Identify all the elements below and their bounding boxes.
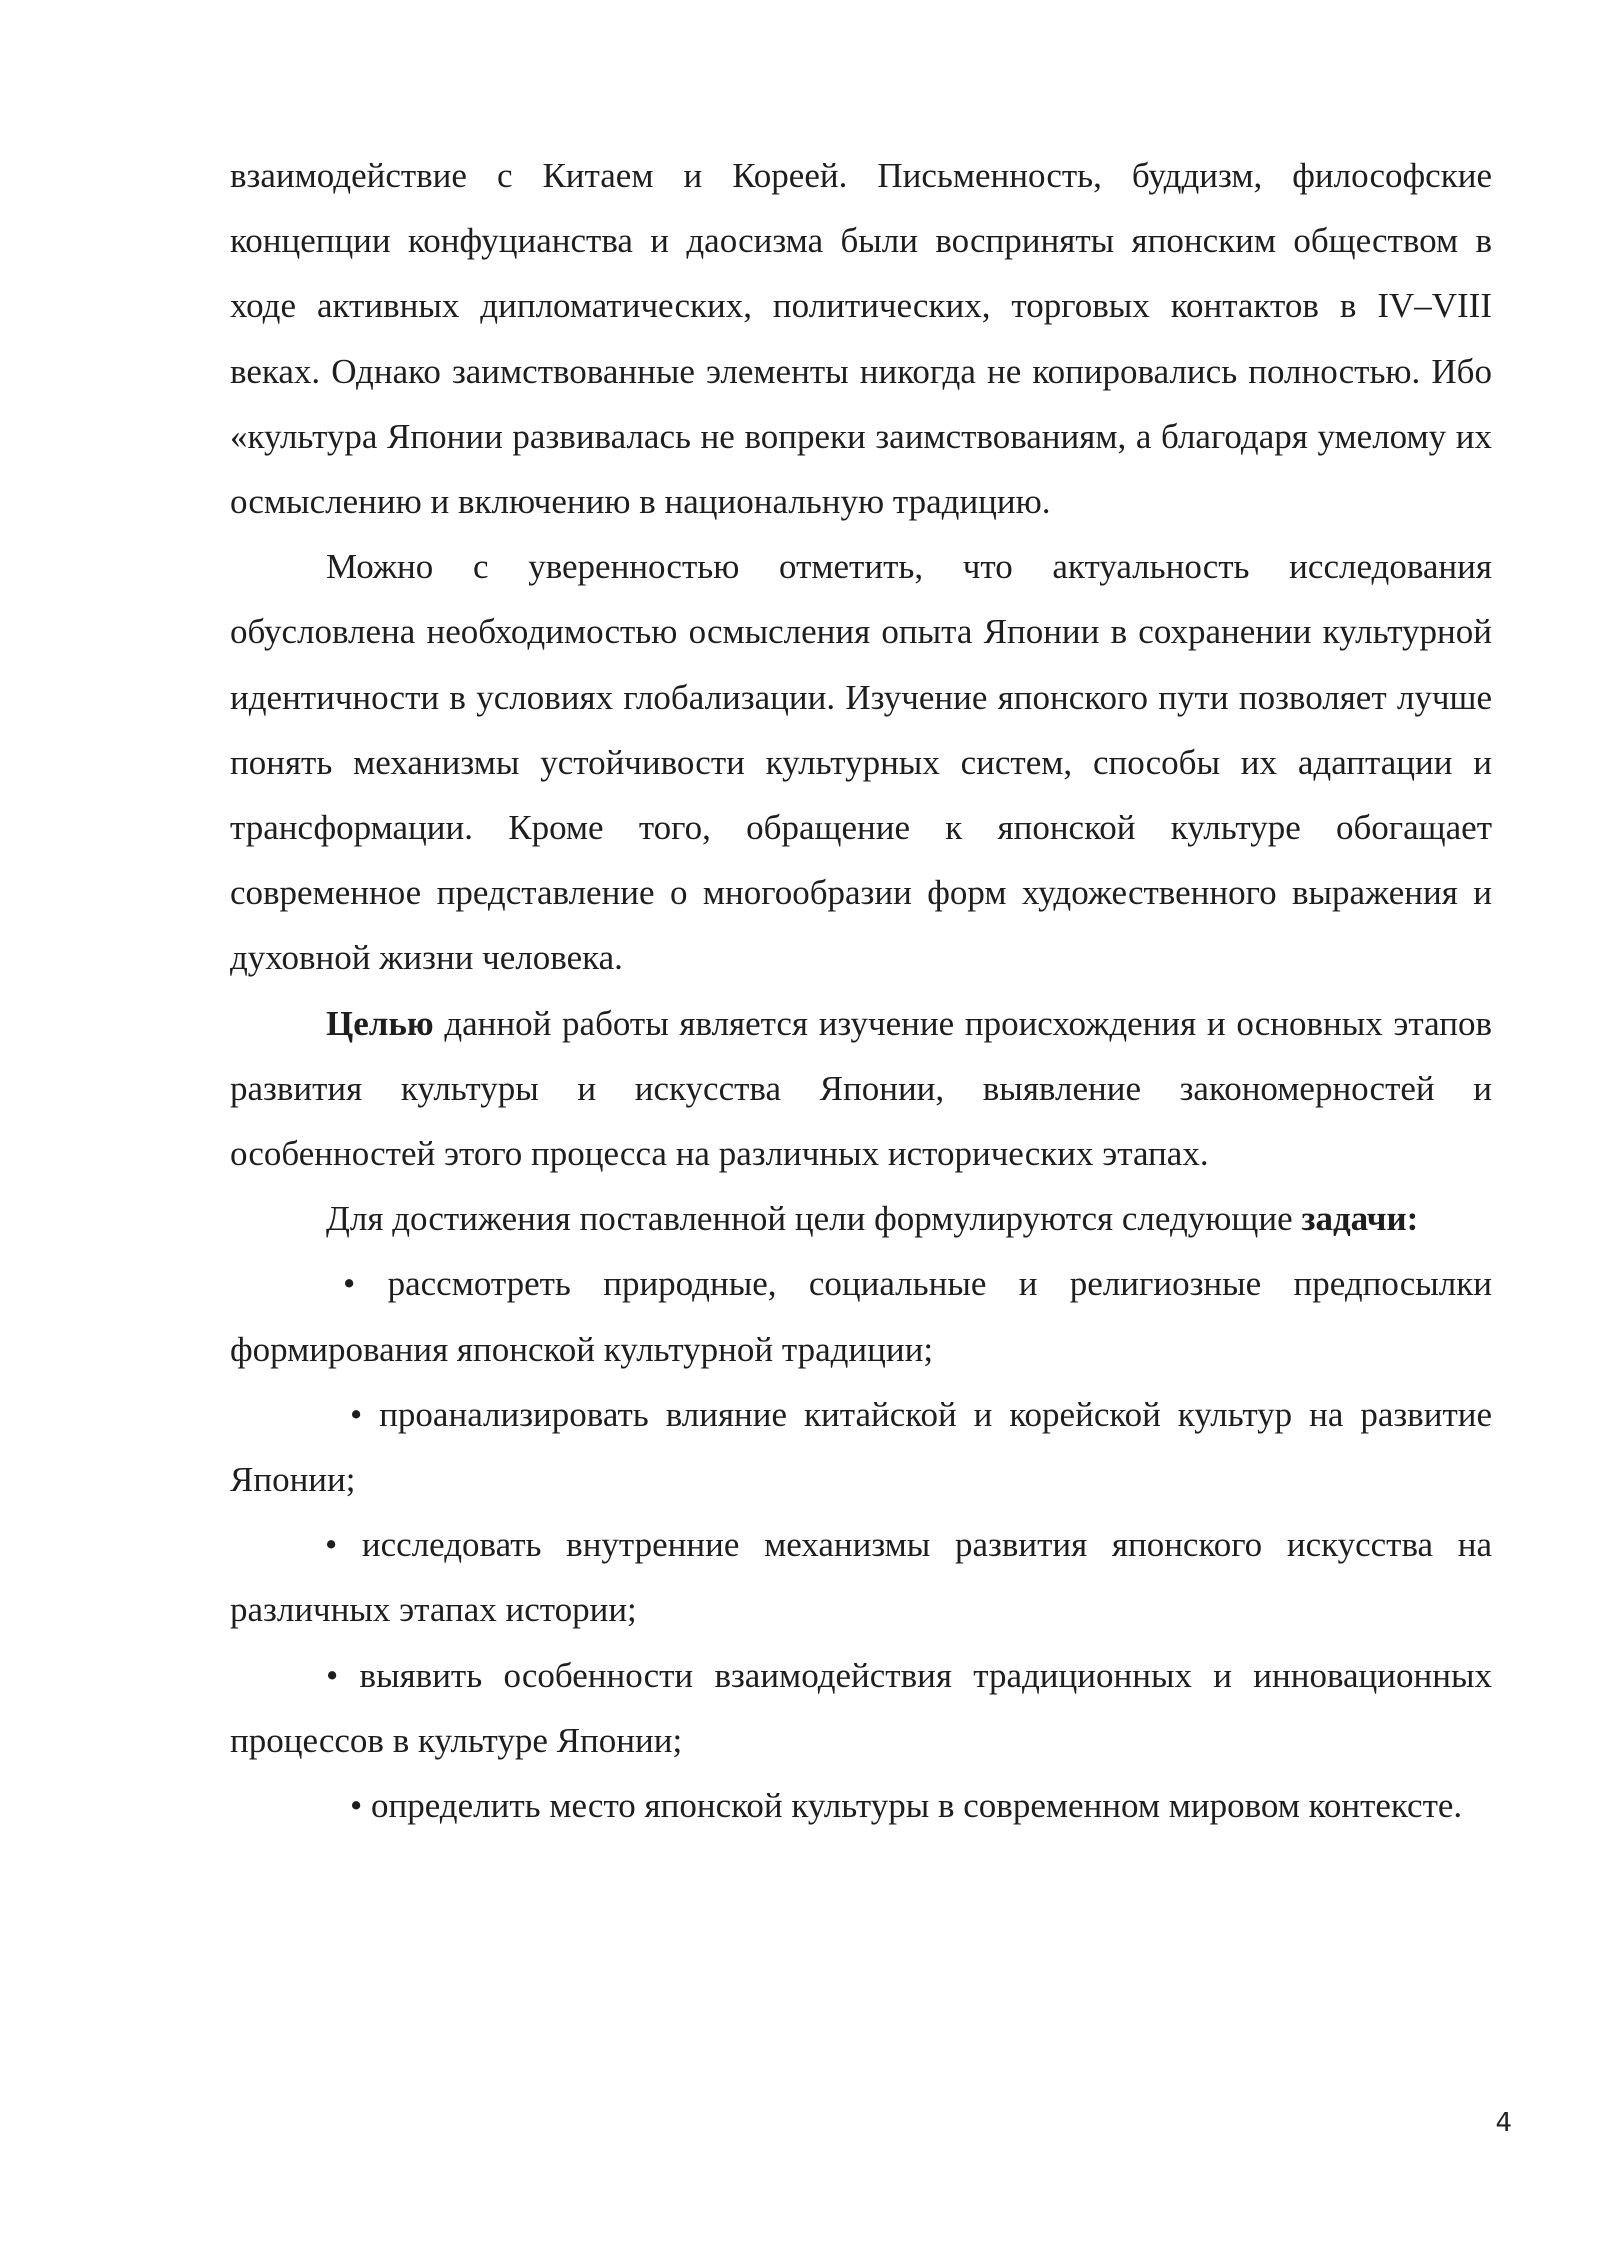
tasks-intro-text: Для достижения поставленной цели формулируются следующие: [326, 1199, 1302, 1239]
page-number: 4: [1495, 2108, 1512, 2138]
goal-label: Целью: [326, 1003, 434, 1043]
task-item: • рассмотреть природные, социальные и религиозные предпосылки формирования японской культурной традиции;: [230, 1264, 1492, 1369]
tasks-label: задачи:: [1301, 1199, 1419, 1239]
paragraph-tasks-intro: [230, 1186, 1492, 1251]
document-body: [230, 143, 1492, 1838]
task-item: • определить место японской культуры в современном мировом контексте.: [350, 1786, 1463, 1826]
task-item: • выявить особенности взаимодействия традиционных и инновационных процессов в культуре Японии;: [230, 1655, 1492, 1760]
task-item: • проанализировать влияние китайской и корейской культур на развитие Японии;: [230, 1394, 1492, 1500]
goal-text: данной работы является изучение происхождения и основных этапов развития культуры и искусства Японии, выявление закономерностей и особенностей этого процесса на различных исторических этапах.: [230, 1003, 1492, 1174]
paragraph-continuation: взаимодействие с Китаем и Кореей. Письменность, буддизм, философские концепции конфуцианства и даосизма были восприняты японским обществом в ходе активных дипломатических, политических, торговых контактов в IV–VIII веках. Однако заимствованные элементы никогда не копировались полностью. Ибо «культура Японии развивалась не вопреки заимствованиям, а благодаря умелому их осмыслению и включению в национальную традицию.: [230, 156, 1492, 522]
task-item: • исследовать внутренние механизмы развития японского искусства на различных этапах истории;: [230, 1525, 1492, 1630]
paragraph-relevance: Можно с уверенностью отметить, что актуальность исследования обусловлена необходимостью осмысления опыта Японии в сохранении культурной идентичности в условиях глобализации. Изучение японского пути позволяет лучше понять механизмы устойчивости культурных систем, способы их адаптации и трансформации. Кроме того, обращение к японской культуре обогащает современное представление о многообразии форм художественного выражения и духовной жизни человека.: [230, 547, 1492, 978]
paragraph-goal: [230, 991, 1492, 1187]
